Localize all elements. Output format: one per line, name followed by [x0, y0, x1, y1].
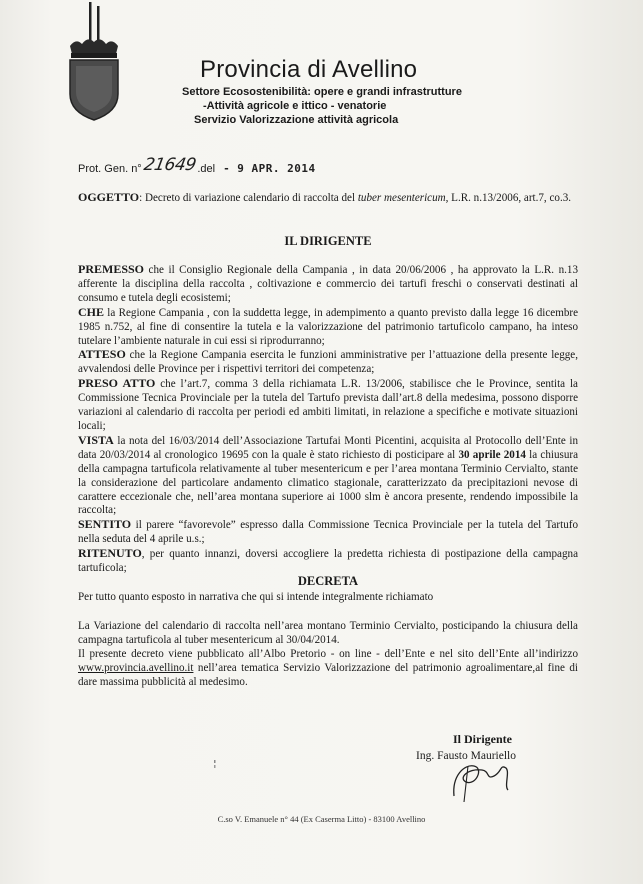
atteso-keyword: ATTESO [78, 347, 126, 362]
subject-label: OGGETTO [78, 190, 140, 204]
il-dirigente-heading: IL DIRIGENTE [284, 234, 372, 248]
signature-title: Il Dirigente [453, 732, 512, 746]
premesso-paragraph [78, 263, 578, 306]
province-crest-logo [62, 2, 124, 122]
sentito-keyword: SENTITO [78, 517, 132, 532]
protocol-del-label: .del [197, 163, 216, 175]
premesso-text: che il Consiglio Regionale della Campania , in data 20/06/2006 , ha approvato la L.R. n.13 afferente la disciplina della raccolta , coltivazione e commercio dei tartufi freschi o conservati destinati al consumo e tutela degli ecosistemi; [78, 264, 578, 304]
ritenuto-text: , per quanto innanzi, doversi accogliere la predetta richiesta di postipazione della campagna tartuficola; [78, 548, 578, 575]
che-keyword: CHE [78, 304, 105, 319]
preso-atto-paragraph [78, 377, 578, 434]
atteso-text: che la Regione Campania esercita le funzioni amministrative per l’attuazione della presente legge, avvalendosi delle Province per i rispettivi territori dei competenza; [78, 349, 578, 376]
decree-paragraph-2-end: nell’area tematica Servizio Valorizzazione del patrimonio agroalimentare,al fine di dare massima pubblicità al medesimo. [78, 661, 578, 688]
service-line: Servizio Valorizzazione attività agricola [194, 114, 399, 126]
vista-keyword: VISTA [78, 432, 114, 447]
decree-paragraph-2 [78, 648, 578, 690]
vista-text-end: la chiusura della campagna tartuficola relativamente al tuber mesentericum e per l’area montana Terminio Cervialto, stante la considerazione del particolare andamento climatico stagionale, caratterizzato da precipitazioni nevose di carattere eccezionale che, nell’area montana superiore ai 1000 slm è ancora presente, rendendo impossibile la raccolta; [78, 448, 578, 517]
recitals-block [78, 263, 578, 576]
province-website-link[interactable]: www.provincia.avellino.it [78, 661, 194, 674]
subject-text: : Decreto di variazione calendario di raccolta del [139, 192, 358, 204]
sector-line: Settore Ecosostenibilità: opere e grandi infrastrutture [182, 86, 462, 98]
protocol-label: Prot. Gen. n° [78, 163, 142, 175]
decree-paragraph-1: La Variazione del calendario di raccolta nell’area montano Terminio Cervialto, posticipando la chiusura della campagna tartuficola al tuber mesentericum al 30/04/2014. [78, 620, 578, 646]
activity-line: -Attività agricole e ittico - venatorie [203, 100, 387, 112]
footer-address: C.so V. Emanuele n° 44 (Ex Caserma Litto) - 83100 Avellino [217, 814, 426, 824]
sentito-paragraph [78, 518, 578, 547]
premesso-keyword: PREMESSO [78, 262, 145, 276]
subject-text-end: L.R. n.13/2006, art.7, co.3. [448, 192, 572, 204]
preso-atto-text: che l’art.7, comma 3 della richiamata L.R. 13/2006, stabilisce che le Province, sentita la Commissione Tecnica Provinciale per la tutela del Tartufo prevista dall’art.8 della medesima, possono disporre variazioni al calendario di raccolta per periodi ed ambiti limitati, in relazione a specifiche e motivate situazioni locali; [78, 378, 578, 432]
subject-italic: tuber mesentericum, [357, 192, 449, 204]
vista-paragraph [78, 434, 578, 518]
che-text: la Regione Campania , con la suddetta legge, in adempimento a quanto previsto dalla legge 16 dicembre 1985 n.752, al fine di consentire la tutela e la valorizzazione del patrimonio tartuficolo campano, ha inteso tutelare l’ambiente naturale in cui essi si riprodurranno; [78, 306, 578, 347]
subject-paragraph [78, 191, 578, 206]
atteso-paragraph [78, 348, 578, 377]
protocol-line [78, 157, 316, 177]
province-title: Provincia di Avellino [200, 56, 418, 83]
handwritten-signature [424, 746, 524, 802]
scan-speck [212, 760, 218, 772]
che-paragraph [78, 306, 578, 349]
ritenuto-paragraph [78, 547, 578, 576]
signatory-name: Ing. Fausto Mauriello [416, 750, 516, 762]
preso-atto-keyword: PRESO ATTO [78, 376, 156, 391]
decree-body [78, 620, 578, 690]
protocol-number: 21649 [141, 155, 198, 175]
ritenuto-keyword: RITENUTO [78, 546, 142, 561]
vista-bold-date: 30 aprile 2014 [458, 448, 526, 461]
decree-paragraph-2-text: Il presente decreto viene pubblicato all’Albo Pretorio - on line - dell’Ente e nel sito dell’Ente all’indirizzo [78, 647, 578, 660]
vista-text: la nota del 16/03/2014 dell’Associazione Tartufai Monti Picentini, acquisita al Protocollo dell’Ente in data 20/03/2014 al cronologico 19695 con la quale è stato richiesto di posticipare al [78, 434, 578, 461]
date-stamp: - 9 APR. 2014 [223, 162, 316, 175]
sentito-text: il parere “favorevole” espresso dalla Commissione Tecnica Provinciale per la tutela del Tartufo nella seduta del 4 aprile u.s.; [78, 519, 578, 546]
decreta-heading: DECRETA [297, 574, 359, 588]
decreta-intro: Per tutto quanto esposto in narrativa che qui si intende integralmente richiamato [78, 591, 434, 603]
